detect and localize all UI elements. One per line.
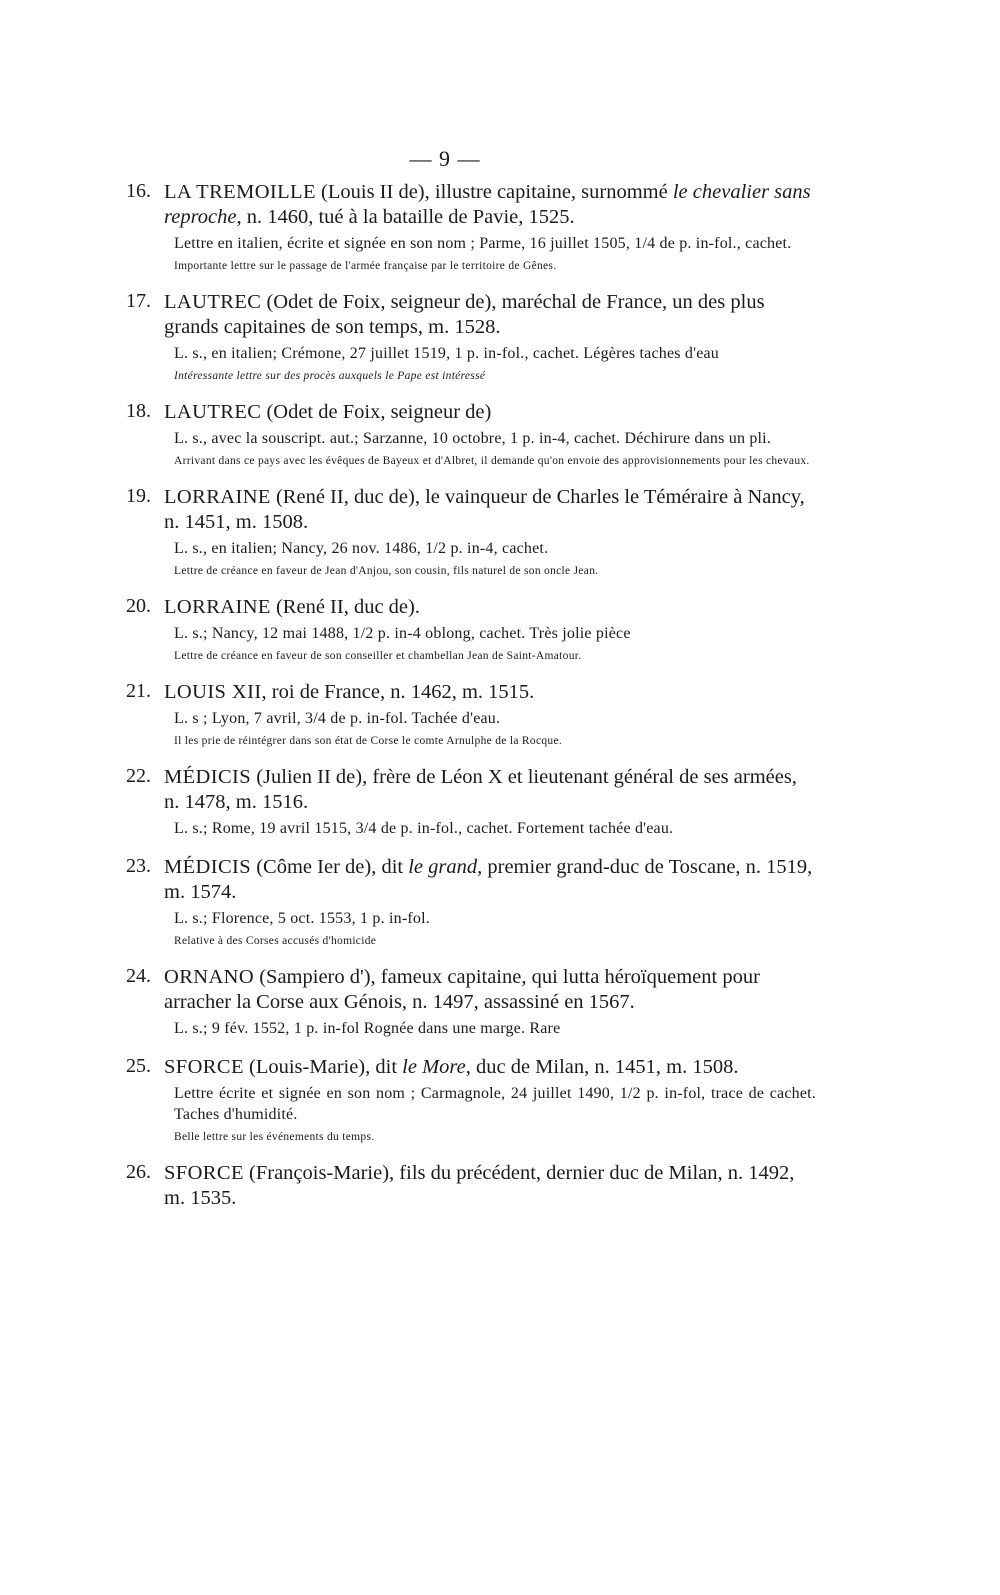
entry-number: 25.	[126, 1055, 151, 1077]
entry-name: SFORCE	[164, 1162, 244, 1184]
entry-heading-text: (Sampiero d'), fameux capitaine, qui lutta héroïquement pour arracher la Corse aux Génois, n. 1497, assassiné en 1567.	[164, 966, 760, 1013]
entry-description: L. s.; Rome, 19 avril 1515, 3/4 de p. in-fol., cachet. Fortement tachée d'eau.	[174, 820, 674, 837]
entry-heading-text: , roi de France, n. 1462, m. 1515.	[261, 681, 535, 703]
entry-name: LAUTREC	[164, 401, 262, 423]
entry-heading	[164, 765, 816, 815]
entry-description: L. s.; Florence, 5 oct. 1553, 1 p. in-fol.	[174, 910, 430, 927]
entry-note: Importante lettre sur le passage de l'armée française par le territoire de Gênes.	[174, 260, 557, 272]
entry-heading-text: (René II, duc de).	[270, 596, 420, 618]
entry-description: L. s ; Lyon, 7 avril, 3/4 de p. in-fol. Tachée d'eau.	[174, 710, 501, 727]
entry-heading-italic: le More	[402, 1056, 466, 1078]
entry-description: L. s., avec la souscript. aut.; Sarzanne, 10 octobre, 1 p. in-4, cachet. Déchirure dans un pli.	[174, 430, 772, 447]
entry-heading	[164, 965, 816, 1015]
entry-heading-text: (Louis II de), illustre capitaine, surnommé	[315, 181, 673, 203]
entry-name: MÉDICIS	[164, 856, 252, 878]
entry-note: Lettre de créance en faveur de son conseiller et chambellan Jean de Saint-Amatour.	[174, 650, 582, 662]
list-item	[126, 680, 816, 749]
entry-note: Intéressante lettre sur des procès auxquels le Pape est intéressé	[174, 370, 486, 382]
entry-name: MÉDICIS	[164, 766, 252, 788]
entry-number: 24.	[126, 965, 151, 987]
entry-number: 21.	[126, 680, 151, 702]
entry-heading-tail: , n. 1460, tué à la bataille de Pavie, 1525.	[236, 206, 575, 228]
page-number: — 9 —	[409, 146, 481, 171]
entry-number: 20.	[126, 595, 151, 617]
entry-name: SFORCE	[164, 1056, 244, 1078]
entry-heading	[164, 1055, 816, 1080]
entry-heading-tail: , premier grand-duc de Toscane, n. 1519, m. 1574.	[164, 856, 813, 903]
entry-number: 18.	[126, 400, 151, 422]
list-item	[126, 855, 816, 949]
entry-heading-text: (Julien II de), frère de Léon X et lieutenant général de ses armées, n. 1478, m. 1516.	[164, 766, 797, 813]
list-item	[126, 595, 816, 664]
entry-heading-text: (René II, duc de), le vainqueur de Charles le Téméraire à Nancy, n. 1451, m. 1508.	[164, 486, 805, 533]
entry-heading-text: (Côme Ier de), dit	[251, 856, 409, 878]
entry-heading	[164, 595, 816, 620]
list-item	[126, 1055, 816, 1145]
entry-note: Relative à des Corses accusés d'homicide	[174, 935, 377, 947]
entry-description: L. s.; Nancy, 12 mai 1488, 1/2 p. in-4 oblong, cachet. Très jolie pièce	[174, 625, 631, 642]
entry-heading-italic: le chevalier sans reproche	[164, 181, 811, 228]
entry-heading	[164, 1161, 816, 1211]
entry-note: Arrivant dans ce pays avec les évêques de Bayeux et d'Albret, il demande qu'on envoie des approvisionnements pour les chevaux.	[174, 455, 810, 467]
entry-name: LA TREMOILLE	[164, 181, 316, 203]
entry-heading	[164, 180, 816, 230]
entry-name: ORNANO	[164, 966, 255, 988]
entry-heading-text: (Louis-Marie), dit	[243, 1056, 403, 1078]
entry-heading-text: (François-Marie), fils du précédent, dernier duc de Milan, n. 1492, m. 1535.	[164, 1162, 795, 1209]
entry-description: Lettre écrite et signée en son nom ; Carmagnole, 24 juillet 1490, 1/2 p. in-fol, trace de cachet. Taches d'humidité.	[174, 1085, 816, 1123]
entry-description: L. s., en italien; Crémone, 27 juillet 1519, 1 p. in-fol., cachet. Légères taches d'eau	[174, 345, 720, 362]
entry-note: Il les prie de réintégrer dans son état de Corse le comte Arnulphe de la Rocque.	[174, 735, 563, 747]
list-item	[126, 485, 816, 579]
entry-description: Lettre en italien, écrite et signée en son nom ; Parme, 16 juillet 1505, 1/4 de p. in-fol., cachet.	[174, 235, 792, 252]
list-item	[126, 765, 816, 839]
entry-heading	[164, 485, 816, 535]
list-item	[126, 1161, 816, 1211]
entry-heading	[164, 855, 816, 905]
entry-number: 23.	[126, 855, 151, 877]
entry-number: 16.	[126, 180, 151, 202]
entry-heading-text: (Odet de Foix, seigneur de), maréchal de France, un des plus grands capitaines de son temps, m. 1528.	[164, 291, 765, 338]
entry-note: Belle lettre sur les événements du temps.	[174, 1131, 375, 1143]
entry-heading-tail: , duc de Milan, n. 1451, m. 1508.	[465, 1056, 739, 1078]
entry-heading-italic: le grand	[408, 856, 478, 878]
entry-number: 26.	[126, 1161, 151, 1183]
entry-list	[126, 180, 816, 1227]
entry-description: L. s., en italien; Nancy, 26 nov. 1486, 1/2 p. in-4, cachet.	[174, 540, 549, 557]
list-item	[126, 180, 816, 274]
entry-note: Lettre de créance en faveur de Jean d'Anjou, son cousin, fils naturel de son oncle Jean.	[174, 565, 599, 577]
list-item	[126, 290, 816, 384]
entry-number: 22.	[126, 765, 151, 787]
entry-name: LORRAINE	[164, 596, 271, 618]
entry-number: 17.	[126, 290, 151, 312]
entry-heading-text: (Odet de Foix, seigneur de)	[261, 401, 492, 423]
list-item	[126, 400, 816, 469]
entry-heading	[164, 680, 816, 705]
entry-heading	[164, 400, 816, 425]
entry-number: 19.	[126, 485, 151, 507]
entry-name: LAUTREC	[164, 291, 262, 313]
list-item	[126, 965, 816, 1039]
entry-heading	[164, 290, 816, 340]
entry-name: LOUIS XII	[164, 681, 262, 703]
entry-name: LORRAINE	[164, 486, 271, 508]
entry-description: L. s.; 9 fév. 1552, 1 p. in-fol Rognée dans une marge. Rare	[174, 1020, 561, 1037]
